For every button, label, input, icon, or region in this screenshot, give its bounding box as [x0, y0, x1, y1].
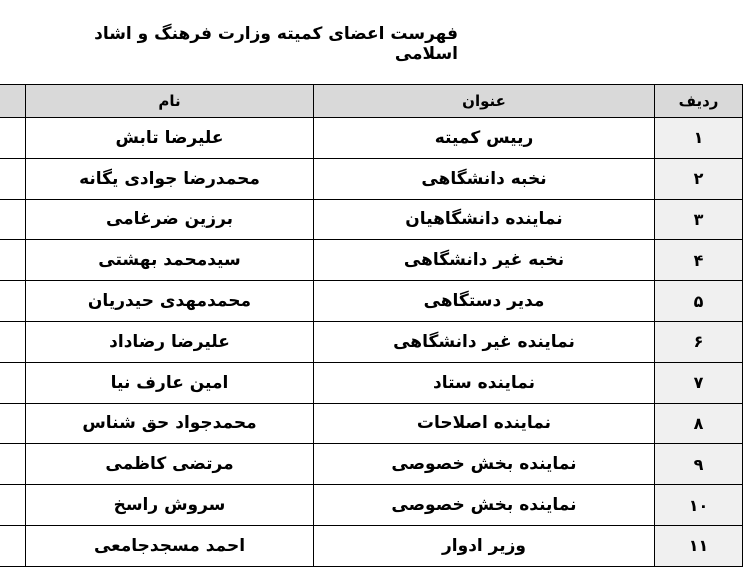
member-name: احمد مسجدجامعی: [26, 525, 314, 566]
table-row: [0, 444, 743, 485]
row-number: ۱: [655, 118, 743, 159]
row-edge-cell: [0, 158, 26, 199]
document-title: فهرست اعضای کمیته وزارت فرهنگ و اشاد اسلامی: [94, 24, 458, 64]
row-edge-cell: [0, 444, 26, 485]
committee-members-table: [0, 84, 743, 567]
row-edge-cell: [0, 118, 26, 159]
row-edge-cell: [0, 321, 26, 362]
table-row: [0, 281, 743, 322]
table-row: [0, 362, 743, 403]
member-name: سیدمحمد بهشتی: [26, 240, 314, 281]
table-row: [0, 525, 743, 566]
member-position: نماینده بخش خصوصی: [314, 444, 655, 485]
member-position: وزیر ادوار: [314, 525, 655, 566]
member-position: نماینده دانشگاهیان: [314, 199, 655, 240]
member-name: علیرضا تابش: [26, 118, 314, 159]
member-position: نماینده بخش خصوصی: [314, 485, 655, 526]
row-number: ۶: [655, 321, 743, 362]
row-edge-cell: [0, 199, 26, 240]
table-row: [0, 199, 743, 240]
member-position: نخبه دانشگاهی: [314, 158, 655, 199]
row-edge-cell: [0, 362, 26, 403]
member-position: نخبه غیر دانشگاهی: [314, 240, 655, 281]
member-position: مدیر دستگاهی: [314, 281, 655, 322]
row-number: ۴: [655, 240, 743, 281]
row-edge-cell: [0, 485, 26, 526]
member-name: برزین ضرغامی: [26, 199, 314, 240]
table-row: [0, 485, 743, 526]
header-name: نام: [26, 85, 314, 118]
header-position: عنوان: [314, 85, 655, 118]
member-name: امین عارف نیا: [26, 362, 314, 403]
header-row-number: ردیف: [655, 85, 743, 118]
table-row: [0, 240, 743, 281]
member-position: نماینده غیر دانشگاهی: [314, 321, 655, 362]
member-name: محمدمهدی حیدریان: [26, 281, 314, 322]
row-edge-cell: [0, 403, 26, 444]
row-number: ۵: [655, 281, 743, 322]
member-name: علیرضا رضاداد: [26, 321, 314, 362]
row-number: ۱۱: [655, 525, 743, 566]
row-number: ۸: [655, 403, 743, 444]
row-edge-cell: [0, 525, 26, 566]
member-name: محمدرضا جوادی یگانه: [26, 158, 314, 199]
row-number: ۷: [655, 362, 743, 403]
member-position: نماینده اصلاحات: [314, 403, 655, 444]
row-edge-cell: [0, 240, 26, 281]
member-position: رییس کمیته: [314, 118, 655, 159]
member-position: نماینده ستاد: [314, 362, 655, 403]
row-edge-cell: [0, 281, 26, 322]
row-number: ۳: [655, 199, 743, 240]
row-number: ۹: [655, 444, 743, 485]
row-number: ۲: [655, 158, 743, 199]
table-row: [0, 321, 743, 362]
table-row: [0, 118, 743, 159]
row-number: ۱۰: [655, 485, 743, 526]
table-row: [0, 403, 743, 444]
member-name: مرتضی کاظمی: [26, 444, 314, 485]
table-header-row: [0, 85, 743, 118]
member-name: محمدجواد حق شناس: [26, 403, 314, 444]
header-edge-cell: [0, 85, 26, 118]
member-name: سروش راسخ: [26, 485, 314, 526]
table-row: [0, 158, 743, 199]
